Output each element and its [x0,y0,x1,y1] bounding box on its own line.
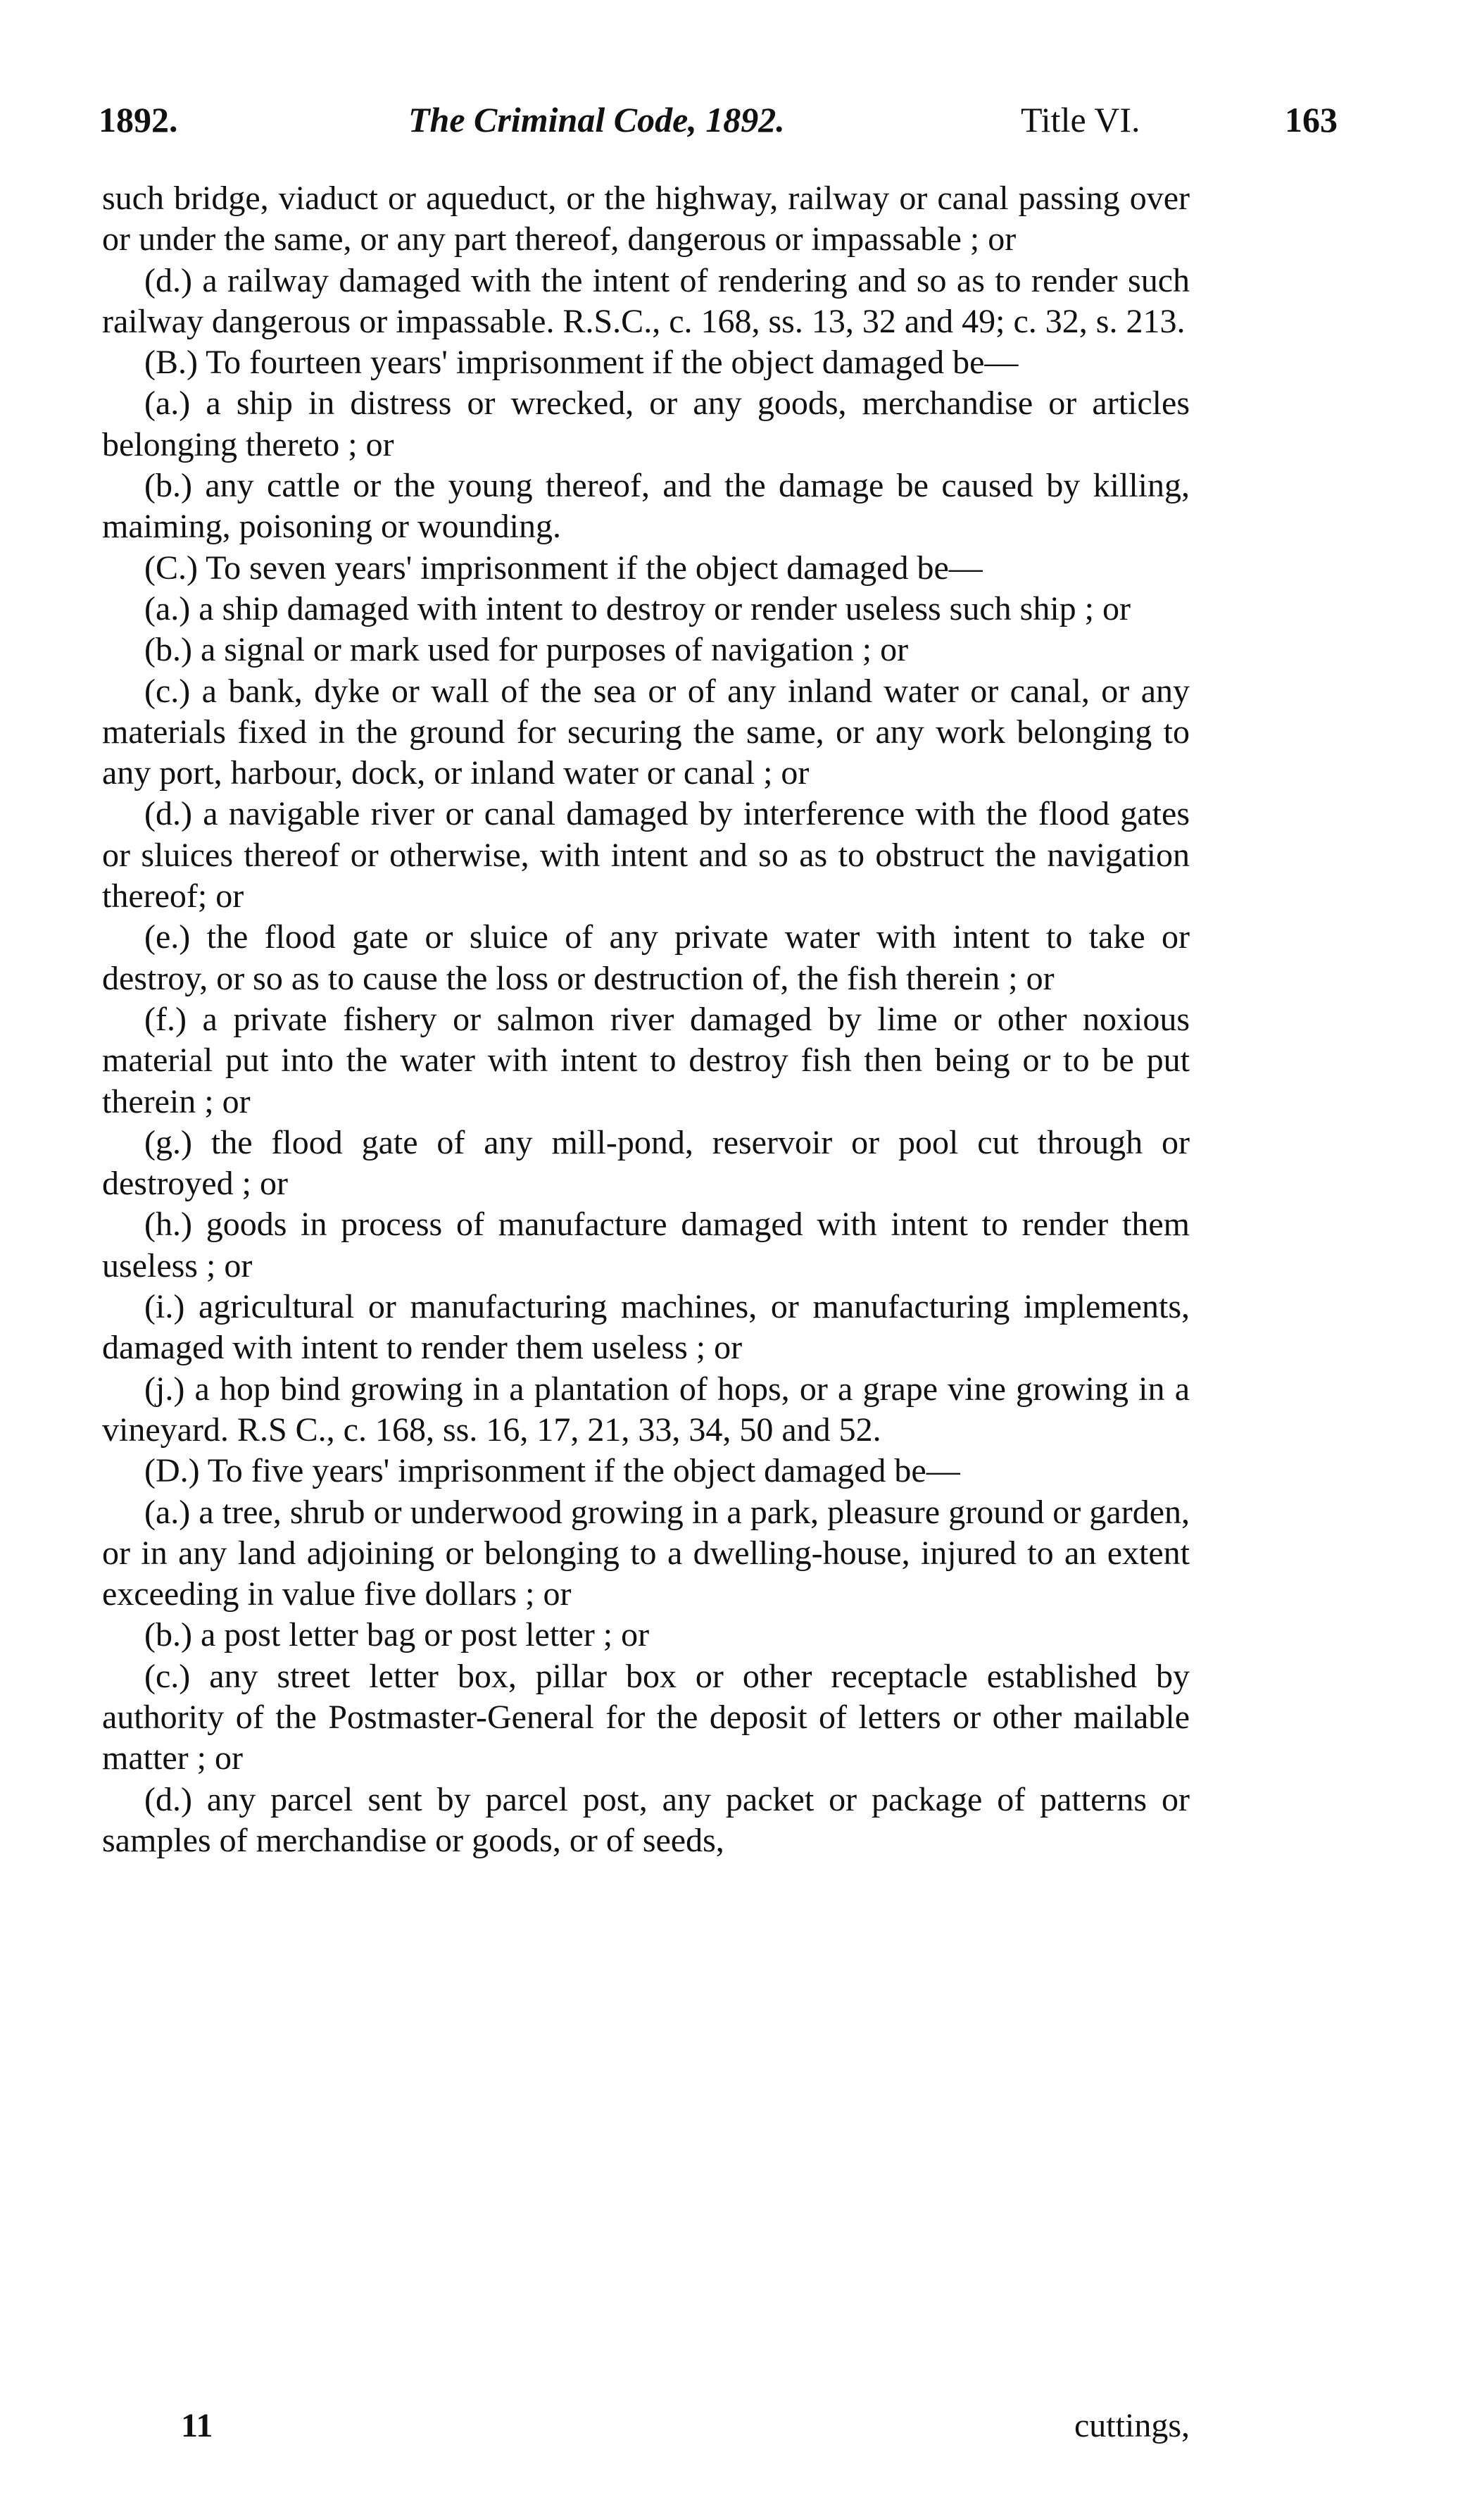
signature-mark: 11 [181,2407,213,2444]
paragraph: (C.) To seven years' imprisonment if the object damaged be— [144,549,983,587]
paragraph: (h.) goods in process of manufacture damaged with intent to render them useless ; or [102,1206,1190,1284]
paragraph: (a.) a ship in distress or wrecked, or any goods, merchandise or articles belonging thereto ; or [102,384,1190,463]
paragraph: (i.) agricultural or manufacturing machines, or manufacturing implements, damaged with intent to render them useless ; or [102,1288,1190,1367]
header-section: Title VI. [1021,100,1140,139]
paragraph: such bridge, viaduct or aqueduct, or the highway, railway or canal passing over or under the same, or any part thereof, dangerous or impassable ; or [102,180,1190,258]
paragraph: (b.) a signal or mark used for purposes of navigation ; or [144,631,909,669]
page-body [102,178,1190,1861]
paragraph: (c.) any street letter box, pillar box or other receptacle established by authority of the Postmaster-General for the deposit of letters or other mailable matter ; or [102,1657,1190,1777]
catchword: cuttings, [1074,2407,1190,2444]
paragraph: (c.) a bank, dyke or wall of the sea or of any inland water or canal, or any materials fixed in the ground for securing the same, or any work belonging to any port, harbour, dock, or inland water or canal ; or [102,672,1190,792]
header-title: The Criminal Code, 1892. [408,100,785,139]
paragraph: (d.) any parcel sent by parcel post, any packet or package of patterns or samples of merchandise or goods, or of seeds, [102,1780,1190,1859]
paragraph: (b.) a post letter bag or post letter ; or [144,1616,650,1654]
page-number: 163 [1285,100,1338,139]
paragraph: (D.) To five years' imprisonment if the object damaged be— [144,1452,960,1490]
paragraph: (j.) a hop bind growing in a plantation of hops, or a grape vine growing in a vineyard. R.S C., c. 168, ss. 16, 17, 21, 33, 34, 50 and 52. [102,1370,1190,1449]
header-year: 1892. [99,100,178,139]
paragraph: (e.) the flood gate or sluice of any private water with intent to take or destroy, or so as to cause the loss or destruction of, the fish therein ; or [102,918,1190,997]
paragraph: (d.) a railway damaged with the intent of rendering and so as to render such railway dangerous or impassable. R.S.C., c. 168, ss. 13, 32 and 49; c. 32, s. 213. [102,261,1190,340]
paragraph: (d.) a navigable river or canal damaged by interference with the flood gates or sluices thereof or otherwise, with intent and so as to obstruct the navigation thereof; or [102,795,1190,915]
paragraph: (g.) the flood gate of any mill-pond, reservoir or pool cut through or destroyed ; or [102,1123,1190,1203]
paragraph: (a.) a tree, shrub or underwood growing in a park, pleasure ground or garden, or in any land adjoining or belonging to a dwelling-house, injured to an extent exceeding in value five dollars ; or [102,1493,1190,1613]
running-header [99,95,1338,144]
paragraph: (b.) any cattle or the young thereof, and the damage be caused by killing, maiming, poisoning or wounding. [102,467,1190,546]
paragraph: (a.) a ship damaged with intent to destroy or render useless such ship ; or [144,589,1131,627]
paragraph: (f.) a private fishery or salmon river damaged by lime or other noxious material put into the water with intent to destroy fish then being or to be put therein ; or [102,1000,1190,1120]
page-footer [102,2401,1190,2451]
paragraph: (B.) To fourteen years' imprisonment if the object damaged be— [144,344,1019,382]
